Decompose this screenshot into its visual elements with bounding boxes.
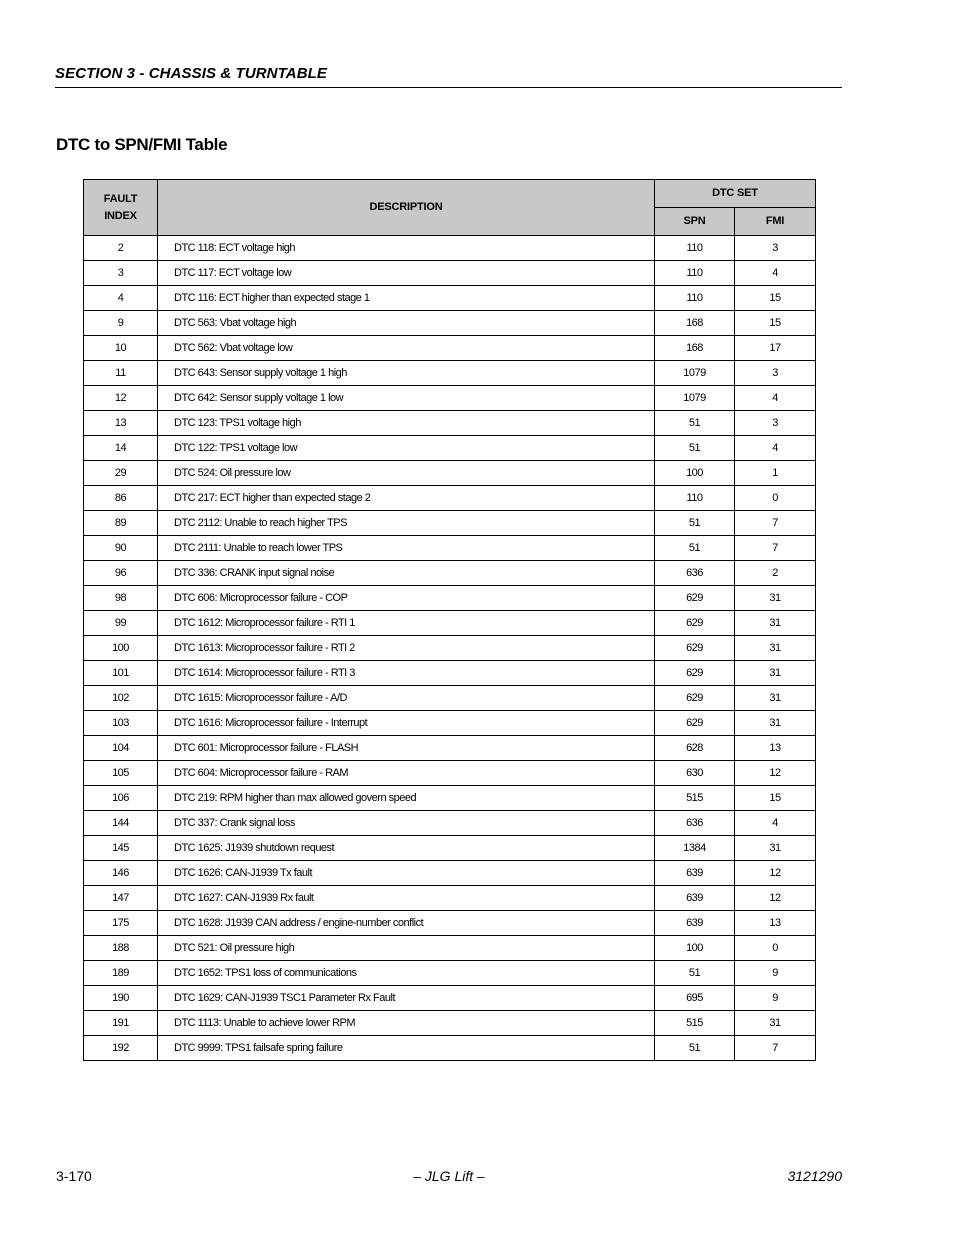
cell-description: DTC 123: TPS1 voltage high: [158, 411, 655, 436]
cell-description: DTC 1612: Microprocessor failure - RTI 1: [158, 611, 655, 636]
cell-fmi: 4: [735, 386, 816, 411]
cell-fmi: 9: [735, 986, 816, 1011]
cell-fault-index: 14: [84, 436, 158, 461]
cell-fault-index: 189: [84, 961, 158, 986]
cell-spn: 639: [655, 886, 735, 911]
footer-brand: – JLG Lift –: [413, 1168, 485, 1184]
cell-fmi: 4: [735, 261, 816, 286]
table-row: [84, 611, 816, 636]
table-row: [84, 1011, 816, 1036]
cell-fault-index: 13: [84, 411, 158, 436]
cell-fmi: 15: [735, 786, 816, 811]
table-row: [84, 411, 816, 436]
cell-fault-index: 98: [84, 586, 158, 611]
cell-description: DTC 1614: Microprocessor failure - RTI 3: [158, 661, 655, 686]
cell-fault-index: 192: [84, 1036, 158, 1061]
cell-fault-index: 188: [84, 936, 158, 961]
cell-fmi: 31: [735, 711, 816, 736]
cell-fmi: 31: [735, 836, 816, 861]
cell-fmi: 0: [735, 486, 816, 511]
cell-description: DTC 9999: TPS1 failsafe spring failure: [158, 1036, 655, 1061]
cell-spn: 515: [655, 1011, 735, 1036]
table-row: [84, 811, 816, 836]
cell-spn: 1384: [655, 836, 735, 861]
cell-spn: 639: [655, 861, 735, 886]
cell-fault-index: 2: [84, 236, 158, 261]
cell-description: DTC 1626: CAN-J1939 Tx fault: [158, 861, 655, 886]
cell-spn: 51: [655, 1036, 735, 1061]
cell-fault-index: 105: [84, 761, 158, 786]
table-row: [84, 561, 816, 586]
cell-description: DTC 1615: Microprocessor failure - A/D: [158, 686, 655, 711]
header-dtc-set: DTC SET: [655, 180, 816, 208]
cell-fmi: 7: [735, 1036, 816, 1061]
cell-fmi: 15: [735, 311, 816, 336]
cell-fault-index: 175: [84, 911, 158, 936]
table-row: [84, 786, 816, 811]
cell-fault-index: 103: [84, 711, 158, 736]
cell-spn: 639: [655, 911, 735, 936]
header-fault-index-line2: INDEX: [104, 209, 137, 222]
header-fmi: FMI: [735, 208, 816, 236]
table-row: [84, 986, 816, 1011]
table-row: [84, 961, 816, 986]
cell-spn: 110: [655, 261, 735, 286]
cell-fmi: 15: [735, 286, 816, 311]
cell-fault-index: 9: [84, 311, 158, 336]
cell-fault-index: 147: [84, 886, 158, 911]
cell-spn: 695: [655, 986, 735, 1011]
cell-fmi: 31: [735, 686, 816, 711]
table-row: [84, 736, 816, 761]
cell-fault-index: 191: [84, 1011, 158, 1036]
cell-fault-index: 86: [84, 486, 158, 511]
table-row: [84, 911, 816, 936]
cell-description: DTC 217: ECT higher than expected stage 2: [158, 486, 655, 511]
table-row: [84, 436, 816, 461]
cell-fmi: 31: [735, 636, 816, 661]
cell-fault-index: 4: [84, 286, 158, 311]
table-row: [84, 861, 816, 886]
cell-description: DTC 1628: J1939 CAN address / engine-number conflict: [158, 911, 655, 936]
dtc-spn-fmi-table: [83, 179, 816, 1061]
cell-description: DTC 118: ECT voltage high: [158, 236, 655, 261]
cell-fault-index: 106: [84, 786, 158, 811]
cell-fault-index: 96: [84, 561, 158, 586]
table-row: [84, 711, 816, 736]
cell-fault-index: 3: [84, 261, 158, 286]
header-fault-index: [84, 180, 158, 236]
table-row: [84, 586, 816, 611]
cell-fmi: 3: [735, 236, 816, 261]
cell-description: DTC 604: Microprocessor failure - RAM: [158, 761, 655, 786]
cell-description: DTC 1616: Microprocessor failure - Interrupt: [158, 711, 655, 736]
cell-fmi: 17: [735, 336, 816, 361]
table-row: [84, 886, 816, 911]
cell-description: DTC 122: TPS1 voltage low: [158, 436, 655, 461]
table-row: [84, 761, 816, 786]
cell-spn: 51: [655, 961, 735, 986]
cell-spn: 636: [655, 561, 735, 586]
cell-fmi: 3: [735, 411, 816, 436]
cell-fmi: 12: [735, 861, 816, 886]
cell-description: DTC 2111: Unable to reach lower TPS: [158, 536, 655, 561]
table-body: [84, 236, 816, 1061]
cell-spn: 110: [655, 286, 735, 311]
cell-spn: 110: [655, 236, 735, 261]
cell-spn: 51: [655, 411, 735, 436]
cell-fault-index: 10: [84, 336, 158, 361]
cell-spn: 51: [655, 536, 735, 561]
cell-fault-index: 145: [84, 836, 158, 861]
table-row: [84, 461, 816, 486]
cell-fmi: 0: [735, 936, 816, 961]
cell-fmi: 7: [735, 511, 816, 536]
table-row: [84, 486, 816, 511]
header-spn: SPN: [655, 208, 735, 236]
table-row: [84, 1036, 816, 1061]
cell-description: DTC 562: Vbat voltage low: [158, 336, 655, 361]
cell-fault-index: 104: [84, 736, 158, 761]
cell-spn: 100: [655, 461, 735, 486]
cell-fmi: 31: [735, 1011, 816, 1036]
cell-spn: 628: [655, 736, 735, 761]
cell-fault-index: 190: [84, 986, 158, 1011]
cell-spn: 629: [655, 586, 735, 611]
cell-fmi: 12: [735, 886, 816, 911]
cell-spn: 636: [655, 811, 735, 836]
cell-spn: 110: [655, 486, 735, 511]
cell-fault-index: 89: [84, 511, 158, 536]
cell-fmi: 4: [735, 436, 816, 461]
cell-spn: 168: [655, 311, 735, 336]
cell-fmi: 31: [735, 661, 816, 686]
table-row: [84, 836, 816, 861]
cell-spn: 630: [655, 761, 735, 786]
cell-description: DTC 1627: CAN-J1939 Rx fault: [158, 886, 655, 911]
cell-spn: 629: [655, 636, 735, 661]
table-row: [84, 286, 816, 311]
table-row: [84, 661, 816, 686]
cell-fmi: 13: [735, 736, 816, 761]
table-row: [84, 636, 816, 661]
table-row: [84, 236, 816, 261]
cell-description: DTC 1113: Unable to achieve lower RPM: [158, 1011, 655, 1036]
footer-page-number: 3-170: [56, 1168, 92, 1184]
table-row: [84, 536, 816, 561]
cell-fmi: 13: [735, 911, 816, 936]
page-title: DTC to SPN/FMI Table: [56, 135, 228, 154]
cell-description: DTC 643: Sensor supply voltage 1 high: [158, 361, 655, 386]
cell-description: DTC 642: Sensor supply voltage 1 low: [158, 386, 655, 411]
cell-spn: 629: [655, 661, 735, 686]
footer-doc-number: 3121290: [787, 1168, 842, 1184]
cell-spn: 51: [655, 436, 735, 461]
cell-fault-index: 99: [84, 611, 158, 636]
cell-fmi: 2: [735, 561, 816, 586]
table-row: [84, 386, 816, 411]
cell-fmi: 7: [735, 536, 816, 561]
header-description: DESCRIPTION: [158, 180, 655, 236]
cell-fmi: 1: [735, 461, 816, 486]
cell-spn: 168: [655, 336, 735, 361]
cell-description: DTC 524: Oil pressure low: [158, 461, 655, 486]
cell-fmi: 31: [735, 611, 816, 636]
cell-description: DTC 219: RPM higher than max allowed govern speed: [158, 786, 655, 811]
table-row: [84, 336, 816, 361]
cell-fault-index: 90: [84, 536, 158, 561]
table-row: [84, 936, 816, 961]
cell-description: DTC 1629: CAN-J1939 TSC1 Parameter Rx Fault: [158, 986, 655, 1011]
cell-fault-index: 12: [84, 386, 158, 411]
cell-description: DTC 1625: J1939 shutdown request: [158, 836, 655, 861]
cell-fault-index: 102: [84, 686, 158, 711]
section-header: SECTION 3 - CHASSIS & TURNTABLE: [55, 65, 842, 88]
cell-fault-index: 29: [84, 461, 158, 486]
table-row: [84, 261, 816, 286]
cell-description: DTC 116: ECT higher than expected stage 1: [158, 286, 655, 311]
cell-fmi: 4: [735, 811, 816, 836]
cell-description: DTC 606: Microprocessor failure - COP: [158, 586, 655, 611]
cell-description: DTC 2112: Unable to reach higher TPS: [158, 511, 655, 536]
cell-description: DTC 563: Vbat voltage high: [158, 311, 655, 336]
cell-fmi: 12: [735, 761, 816, 786]
cell-description: DTC 601: Microprocessor failure - FLASH: [158, 736, 655, 761]
cell-fault-index: 100: [84, 636, 158, 661]
cell-description: DTC 336: CRANK input signal noise: [158, 561, 655, 586]
cell-fault-index: 11: [84, 361, 158, 386]
cell-description: DTC 1613: Microprocessor failure - RTI 2: [158, 636, 655, 661]
cell-fmi: 9: [735, 961, 816, 986]
cell-description: DTC 1652: TPS1 loss of communications: [158, 961, 655, 986]
table-row: [84, 311, 816, 336]
cell-spn: 515: [655, 786, 735, 811]
cell-spn: 1079: [655, 386, 735, 411]
table-row: [84, 361, 816, 386]
cell-description: DTC 117: ECT voltage low: [158, 261, 655, 286]
cell-fault-index: 144: [84, 811, 158, 836]
table-row: [84, 511, 816, 536]
cell-spn: 1079: [655, 361, 735, 386]
cell-spn: 629: [655, 686, 735, 711]
cell-fault-index: 101: [84, 661, 158, 686]
cell-fault-index: 146: [84, 861, 158, 886]
cell-fmi: 3: [735, 361, 816, 386]
cell-spn: 629: [655, 711, 735, 736]
cell-spn: 629: [655, 611, 735, 636]
cell-description: DTC 521: Oil pressure high: [158, 936, 655, 961]
cell-spn: 51: [655, 511, 735, 536]
cell-spn: 100: [655, 936, 735, 961]
cell-fmi: 31: [735, 586, 816, 611]
cell-description: DTC 337: Crank signal loss: [158, 811, 655, 836]
table-row: [84, 686, 816, 711]
header-fault-index-line1: FAULT: [103, 192, 138, 205]
